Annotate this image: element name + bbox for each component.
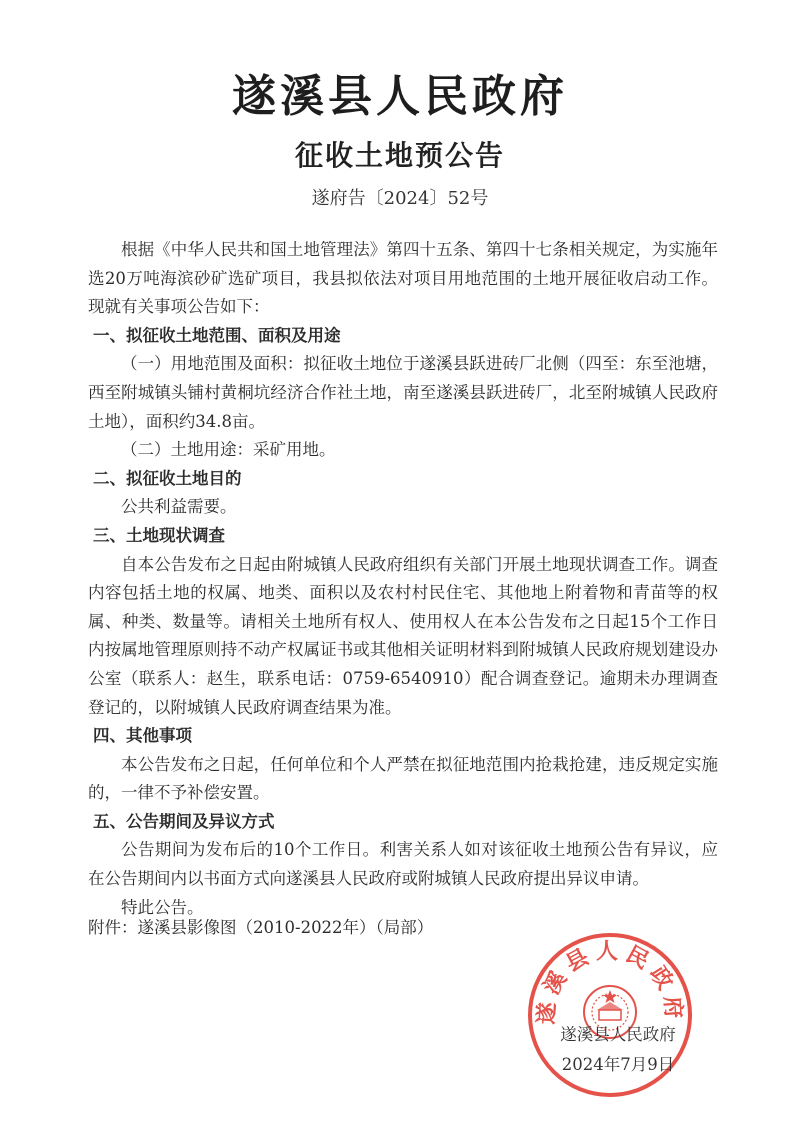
signature-block [538,1020,698,1080]
section-1-paragraph-1: （一）用地范围及面积：拟征收土地位于遂溪县跃进砖厂北侧（四至：东至池塘，西至附城镇头铺村黄桐坑经济合作社土地，南至遂溪县跃进砖厂，北至附城镇人民政府土地），面积约34.8亩。 [88,354,718,431]
notice-body [88,236,718,922]
svg-text:遂溪县人民政府 [533,939,687,1025]
closing-line: 特此公告。 [121,897,204,917]
section-4-paragraph: 本公告发布之日起，任何单位和个人严禁在拟征地范围内抢栽抢建，违反规定实施的，一律不予补偿安置。 [88,754,718,803]
section-1-paragraph-2: （二）土地用途：采矿用地。 [121,440,336,460]
section-2-heading: 二、拟征收土地目的 [92,468,242,488]
section-5-heading: 五、公告期间及异议方式 [92,811,275,831]
intro-paragraph: 根据《中华人民共和国土地管理法》第四十五条、第四十七条相关规定，为实施年选20万吨海滨砂矿选矿项目，我县拟依法对项目用地范围的土地开展征收启动工作。现就有关事项公告如下： [88,240,718,317]
document-number: 遂府告〔2024〕52号 [311,188,489,209]
section-4-heading: 四、其他事项 [92,726,192,746]
issuer-title: 遂溪县人民政府 [232,71,568,122]
section-1-heading: 一、拟征收土地范围、面积及用途 [92,325,341,345]
section-3-heading: 三、土地现状调查 [92,525,225,545]
seal-text: 遂溪县人民政府 [534,939,686,1026]
attachment-line: 附件：遂溪县影像图（2010-2022年）（局部） [88,918,434,937]
section-5-paragraph: 公告期间为发布后的10个工作日。利害关系人如对该征收土地预公告有异议，应在公告期间内以书面方式向遂溪县人民政府或附城镇人民政府提出异议申请。 [88,840,718,889]
section-3-paragraph: 自本公告发布之日起由附城镇人民政府组织有关部门开展土地现状调查工作。调查内容包括土地的权属、地类、面积以及农村村民住宅、其他地上附着物和青苗等的权属、种类、数量等。请相关土地所有权人、使用权人在本公告发布之日起15个工作日内按属地管理原则持不动产权属证书或其他相关证明材料到附城镇人民政府规划建设办公室（联系人：赵生，联系电话：0759-6540910）配合调查登记。逾期未办理调查登记的，以附城镇人民政府调查结果为准。 [88,554,718,717]
notice-title: 征收土地预公告 [294,139,505,172]
signature-org: 遂溪县人民政府 [560,1025,676,1044]
signature-date: 2024年7月9日 [561,1055,675,1074]
section-2-paragraph: 公共利益需要。 [121,497,237,517]
